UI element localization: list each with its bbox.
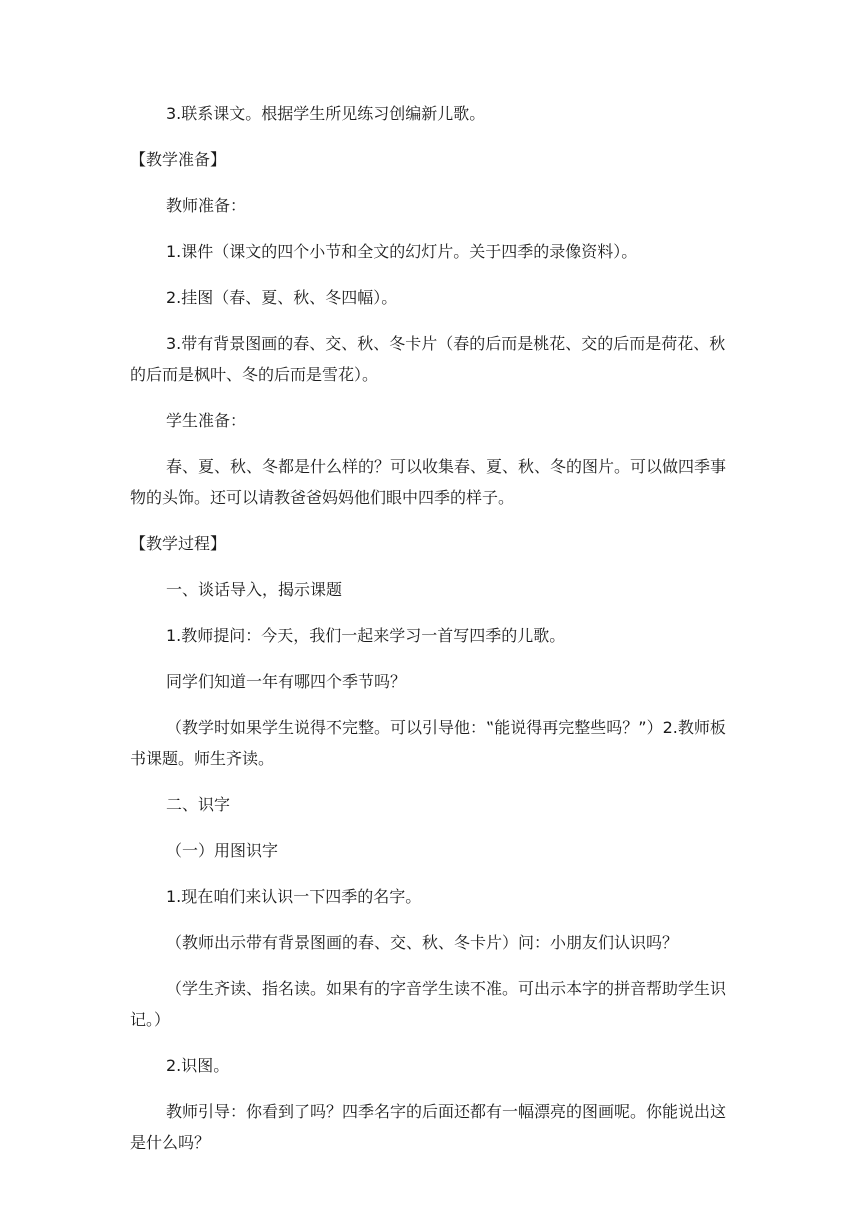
paragraph: 3.联系课文。根据学生所见练习创编新儿歌。: [166, 104, 486, 123]
section-heading: 【教学过程】: [130, 534, 227, 553]
paragraph: 学生准备：: [166, 411, 247, 430]
paragraph: 春、夏、秋、冬都是什么样的？可以收集春、夏、秋、冬的图片。可以做四季事物的头饰。还可以请教爸爸妈妈他们眼中四季的样子。: [130, 457, 727, 507]
paragraph: 1.教师提问：今天，我们一起来学习一首写四季的儿歌。: [166, 626, 566, 645]
section-heading: 【教学准备】: [130, 150, 227, 169]
paragraph: 3.带有背景图画的春、交、秋、冬卡片（春的后而是桃花、交的后而是荷花、秋的后而是枫叶、冬的后而是雪花）。: [130, 334, 726, 384]
paragraph: 一、谈话导入，揭示课题: [166, 580, 343, 599]
paragraph: 2.挂图（春、夏、秋、冬四幅）。: [166, 288, 398, 307]
paragraph: 教师引导：你看到了吗？四季名字的后面还都有一幅漂亮的图画呢。你能说出这是什么吗？: [130, 1102, 727, 1152]
paragraph: 2.识图。: [166, 1056, 230, 1075]
paragraph: 教师准备：: [166, 196, 247, 215]
paragraph: 1.现在咱们来认识一下四季的名字。: [166, 887, 422, 906]
paragraph: （教师出示带有背景图画的春、交、秋、冬卡片）问：小朋友们认识吗？: [166, 933, 679, 952]
paragraph: 1.课件（课文的四个小节和全文的幻灯片。关于四季的录像资料）。: [166, 242, 638, 261]
paragraph: 二、识字: [166, 795, 231, 814]
document-body: [130, 98, 732, 1158]
paragraph: （教学时如果学生说得不完整。可以引导他：‟能说得再完整些吗？”）2.教师板书课题。师生齐读。: [130, 718, 726, 768]
paragraph: 同学们知道一年有哪四个季节吗？: [166, 672, 407, 691]
paragraph: （学生齐读、指名读。如果有的字音学生读不准。可出示本字的拼音帮助学生识记。）: [130, 979, 727, 1029]
paragraph: （一）用图识字: [166, 841, 279, 860]
